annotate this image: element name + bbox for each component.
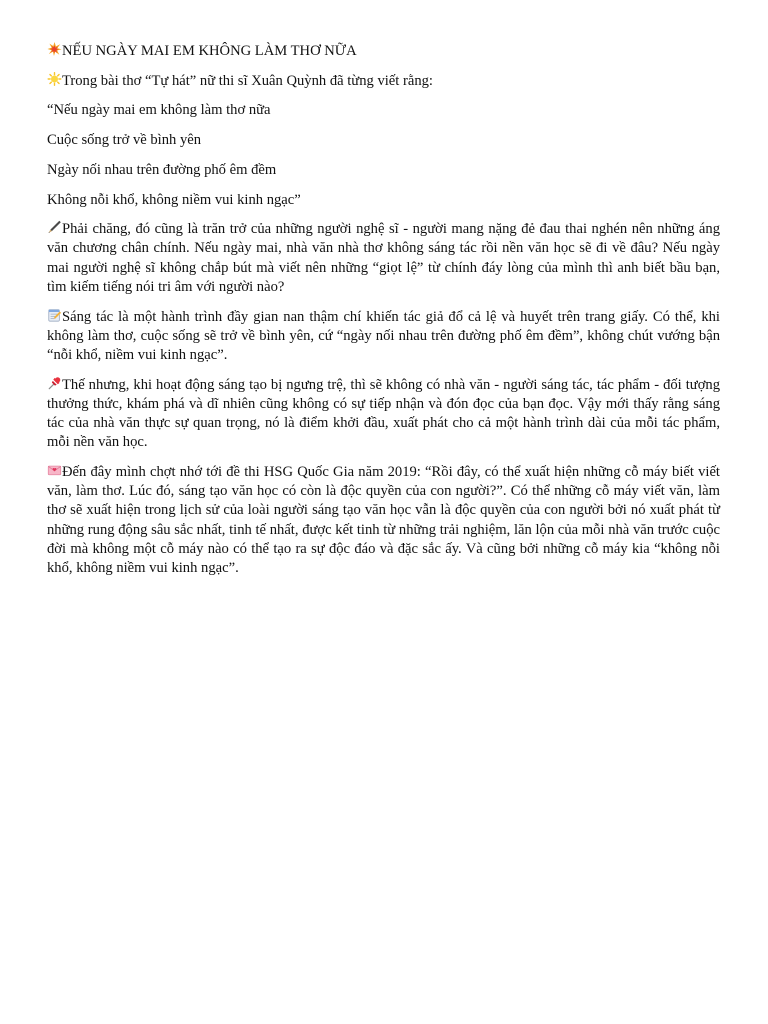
paragraph-text: Phải chăng, đó cũng là trăn trở của những người nghệ sĩ - người mang nặng đẻ đau thai nghén nên những áng văn chương chân chính. Nếu ngày mai, nhà văn nhà thơ không sáng tác rồi nền văn học sẽ đi về đâu? Nếu ngày mai người nghệ sĩ không chắp bút mà viết nên những “giọt lệ” từ chính đáy lòng của mình thì anh biết bầu bạn, tìm kiếm tiếng nói tri âm với người nào? <box>47 221 720 295</box>
paragraph-text: Thế nhưng, khi hoạt động sáng tạo bị ngưng trệ, thì sẽ không có nhà văn - người sáng tác, tác phẩm - đối tượng thưởng thức, khám phá và dĩ nhiên cũng không có sự tiếp nhận và đón đọc của bạn đọc. Vậy mới thấy rằng sáng tác của nhà văn thực sự quan trọng, nó là điểm khởi đầu, xuất phát cho cả một hành trình dài của mỗi tác phẩm, mỗi nền văn học. <box>47 376 720 451</box>
poem-line: “Nếu ngày mai em không làm thơ nữa <box>47 102 271 119</box>
paragraph-text: Đến đây mình chợt nhớ tới đề thi HSG Quốc Gia năm 2019: “Rồi đây, có thể xuất hiện những cỗ máy biết viết văn, làm thơ. Lúc đó, sáng tạo văn học có còn là độc quyền của con người?”. Có thể những cỗ máy viết văn, làm thơ sẽ xuất hiện trong lịch sử của loài người sáng tạo văn học vẫn là độc quyền của con người bởi nó xuất phát từ những rung động sâu sắc nhất, tinh tế nhất, được kết tinh từ những trải nghiệm, lăn lộn của mỗi nhà văn trước cuộc đời mà không một cỗ máy nào có thể tạo ra sự độc đáo và đặc sắc ấy. Và cũng bởi những cỗ máy kia “không nỗi khổ, không niềm vui kinh ngạc”. <box>47 463 720 576</box>
love-letter-icon <box>47 463 62 477</box>
heading <box>47 42 720 61</box>
heading-text: NẾU NGÀY MAI EM KHÔNG LÀM THƠ NỮA <box>62 43 357 59</box>
paragraph-creation <box>47 376 720 453</box>
poem-line: Cuộc sống trở về bình yên <box>47 132 202 149</box>
pushpin-icon <box>47 376 62 390</box>
intro-text: Trong bài thơ “Tự hát” nữ thi sĩ Xuân Quỳnh đã từng viết rằng: <box>62 72 433 89</box>
paragraph-reflection <box>47 220 720 297</box>
intro-line <box>47 72 720 91</box>
paragraph-text: Sáng tác là một hành trình đầy gian nan thậm chí khiến tác giả đổ cả lệ và huyết trên trang giấy. Có thể, khi không làm thơ, cuộc sống sẽ trở về bình yên, cứ “ngày nối nhau trên đường phố êm đềm”, không chút vướng bận “nỗi khổ, niềm vui kinh ngạc”. <box>47 308 720 363</box>
document-body <box>47 42 720 589</box>
paragraph-exam <box>47 463 720 578</box>
paragraph-journey <box>47 308 720 366</box>
explosion-icon <box>47 42 62 56</box>
poem-line: Ngày nối nhau trên đường phố êm đềm <box>47 161 277 178</box>
sun-icon <box>47 72 62 86</box>
poem-line: Không nỗi khổ, không niềm vui kinh ngạc” <box>47 191 301 208</box>
notepad-icon <box>47 308 62 322</box>
pen-icon <box>47 220 62 234</box>
